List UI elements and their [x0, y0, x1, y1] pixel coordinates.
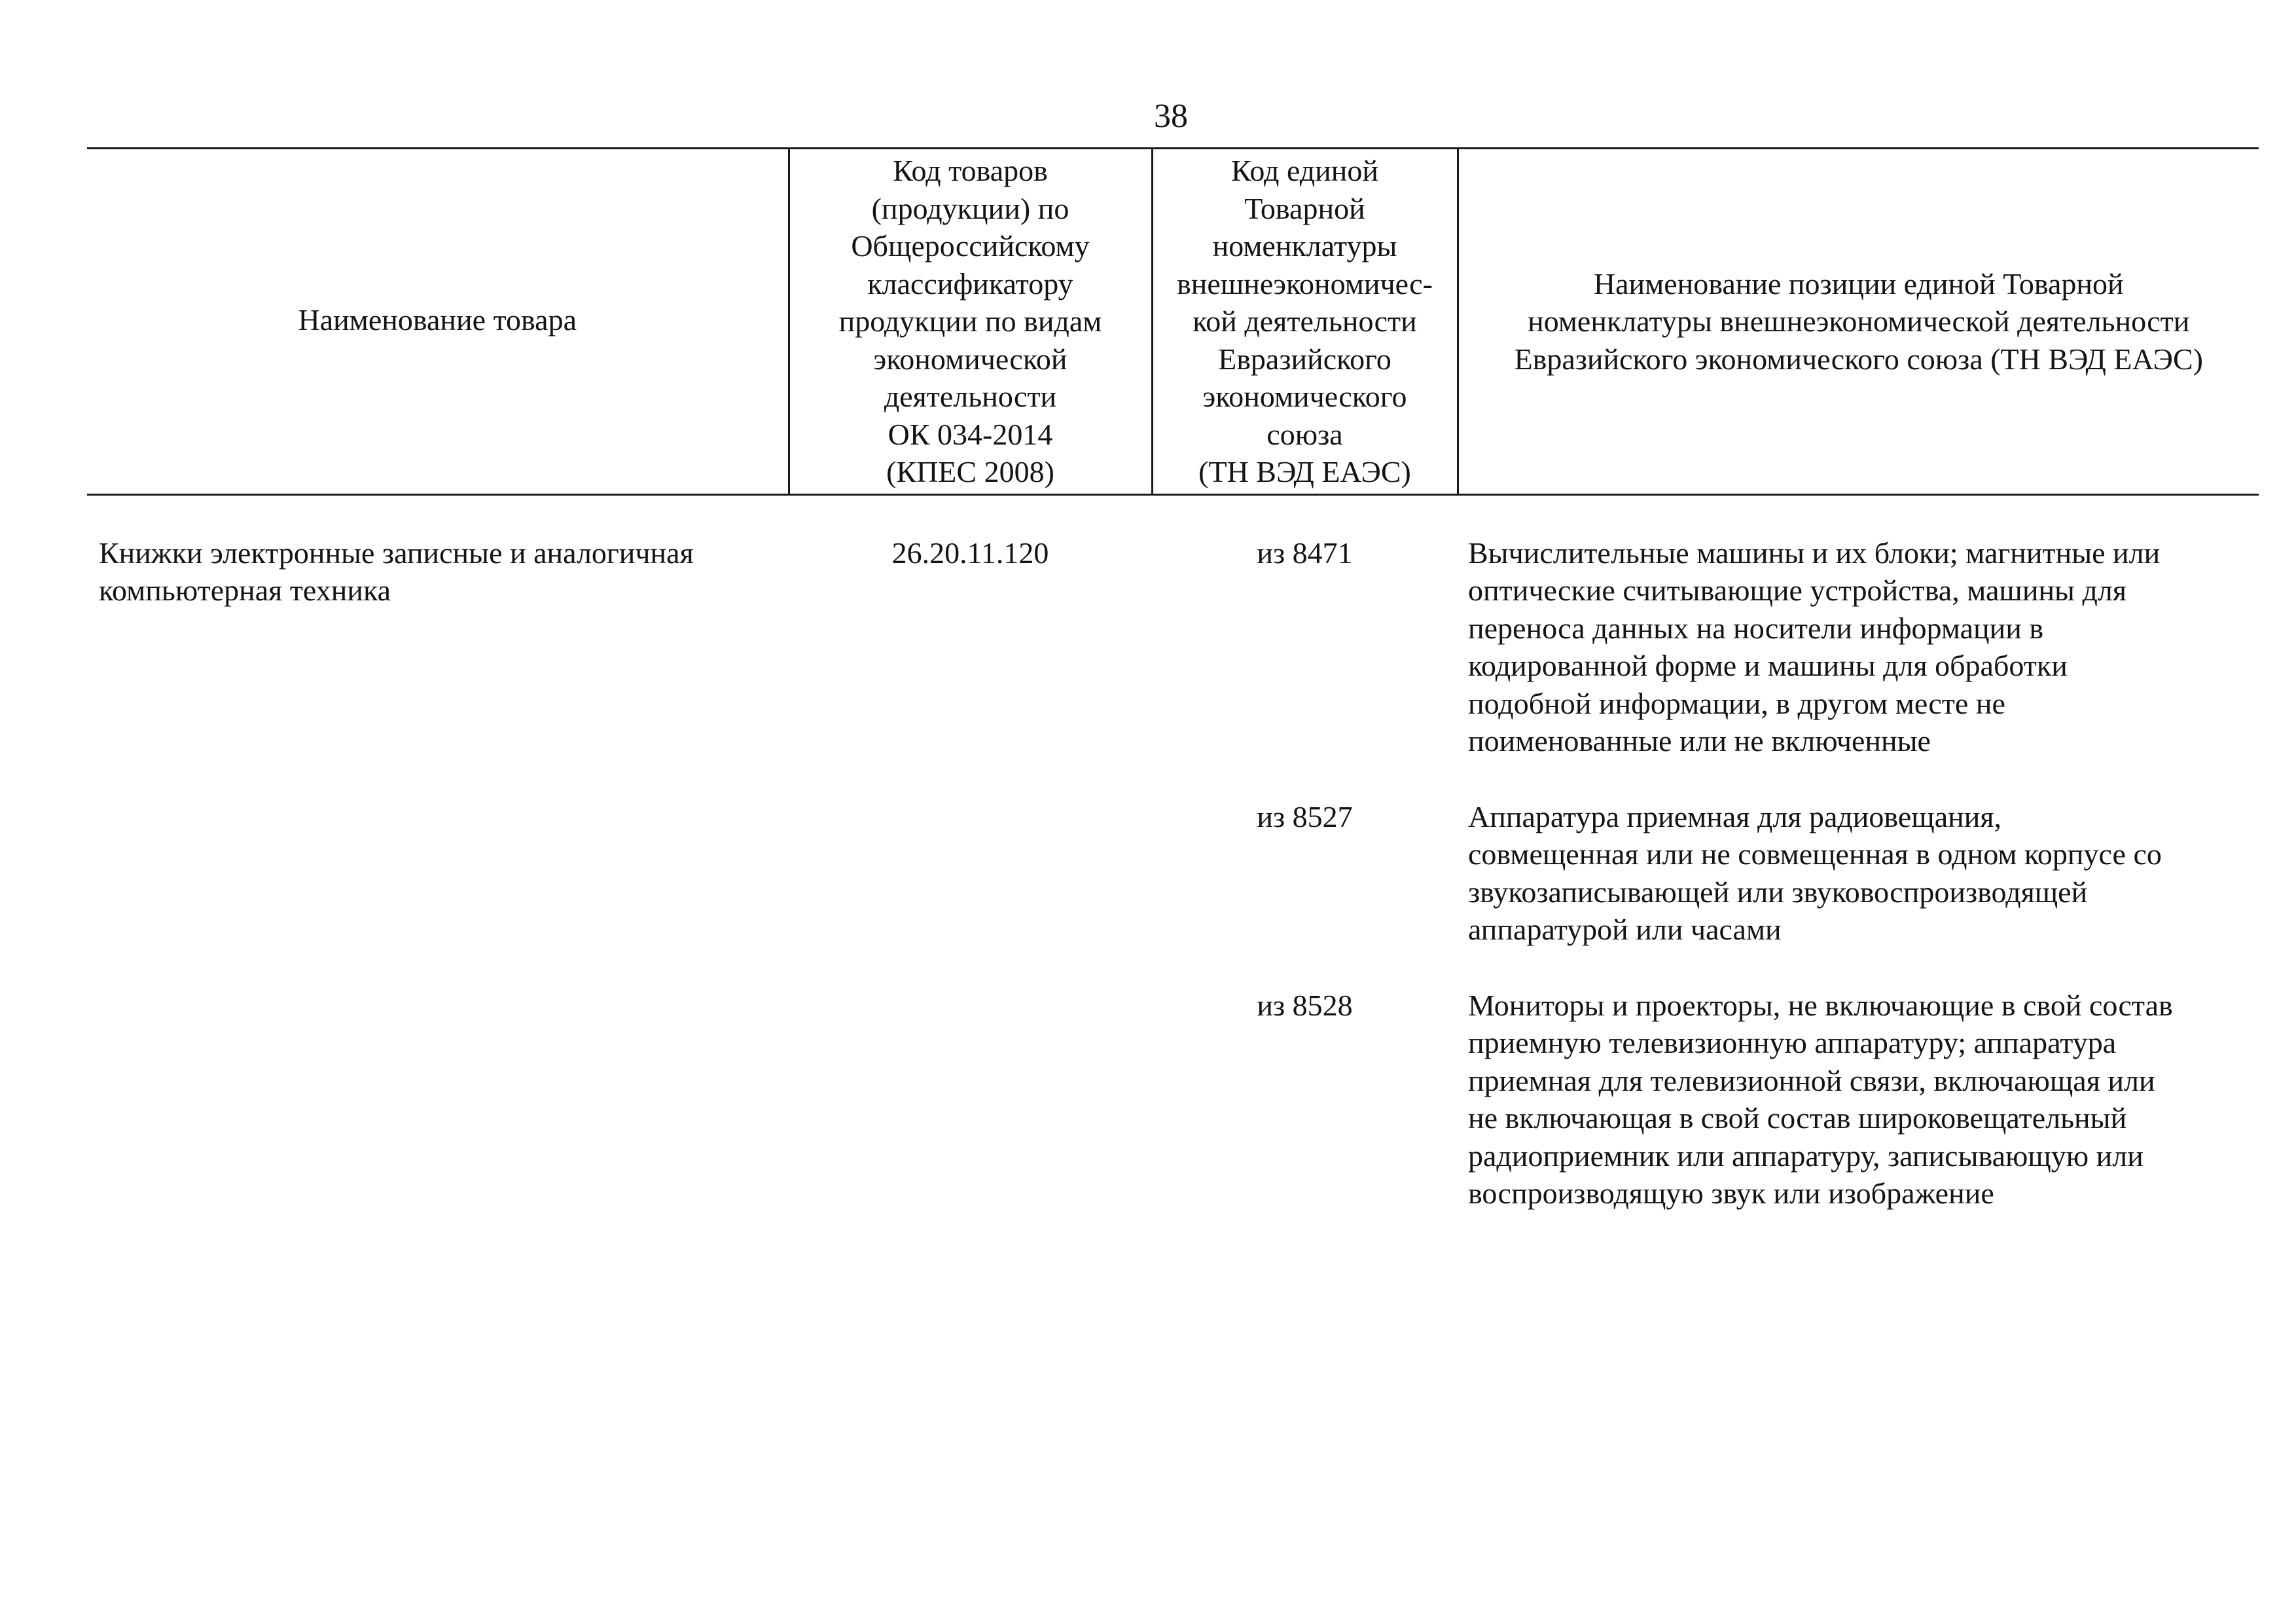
text-line: Код товаров — [893, 154, 1048, 187]
text-line: компьютерная техника — [99, 574, 391, 607]
text-line: радиоприемник или аппаратуру, записывающую или — [1468, 1139, 2144, 1173]
cell-okpd-code — [789, 949, 1152, 1213]
text-line: Аппаратура приемная для радиовещания, — [1468, 799, 2002, 833]
text-line: союза — [1266, 417, 1343, 451]
text-line: аппаратурой или часами — [1468, 913, 1782, 946]
header-product-name: Наименование товара — [87, 149, 789, 495]
text-line: деятельности — [884, 380, 1057, 413]
header-tnved-name — [1458, 149, 2259, 495]
text-line: кой деятельности — [1193, 304, 1417, 338]
cell-tnved-name — [1458, 949, 2259, 1213]
text-line: приемная для телевизионной связи, включающая или — [1468, 1063, 2155, 1097]
text-line: (продукции) по — [871, 191, 1069, 225]
text-line: номенклатуры внешнеэкономической деятельности — [1528, 304, 2190, 338]
cell-product-name — [87, 949, 789, 1213]
table-row — [87, 494, 2259, 760]
text-line: экономического — [1202, 380, 1407, 413]
table-row — [87, 949, 2259, 1213]
text-line: переноса данных на носители информации в — [1468, 611, 2044, 645]
text-line: поименованные или не включенные — [1468, 724, 1931, 757]
text-line: подобной информации, в другом месте не — [1468, 686, 2005, 720]
text-line: классификатору — [867, 266, 1073, 301]
cell-okpd-code — [789, 760, 1152, 949]
text-line: звукозаписывающей или звуковоспроизводящей — [1468, 875, 2088, 909]
cell-tnved-name — [1458, 760, 2259, 949]
page-number: 38 — [1154, 98, 1188, 135]
text-line: Мониторы и проекторы, не включающие в свой состав — [1468, 988, 2173, 1022]
text-line: внешнеэкономичес- — [1177, 266, 1433, 301]
text-line: экономической — [873, 342, 1067, 376]
cell-product-name — [87, 760, 789, 949]
text-line: Общероссийскому — [851, 229, 1090, 263]
text-line: Евразийского экономического союза (ТН ВЭД ЕАЭС) — [1514, 342, 2203, 376]
cell-product-name — [87, 494, 789, 760]
text-line: воспроизводящую звук или изображение — [1468, 1176, 1994, 1210]
table-header-row — [87, 149, 2259, 495]
text-line: Код единой — [1230, 154, 1379, 187]
text-line: (КПЕС 2008) — [886, 455, 1054, 488]
cell-tnved-code: из 8527 — [1257, 799, 1353, 833]
text-line: ОК 034-2014 — [888, 417, 1053, 451]
header-okpd-code — [789, 149, 1152, 495]
text-line: (ТН ВЭД ЕАЭС) — [1198, 455, 1411, 488]
text-line: оптические считывающие устройства, машины для — [1468, 574, 2126, 607]
header-tnved-code — [1152, 149, 1458, 495]
text-line: Евразийского — [1218, 342, 1391, 376]
text-line: Книжки электронные записные и аналогичная — [99, 536, 694, 570]
text-line: продукции по видам — [838, 304, 1102, 338]
text-line: кодированной форме и машины для обработки — [1468, 649, 2068, 682]
goods-table — [87, 147, 2259, 1213]
cell-tnved-code: из 8471 — [1257, 536, 1353, 570]
cell-tnved-name — [1458, 494, 2259, 760]
text-line: приемную телевизионную аппаратуру; аппаратура — [1468, 1026, 2117, 1059]
text-line: не включающая в свой состав широковещательный — [1468, 1101, 2127, 1135]
text-line: номенклатуры — [1212, 229, 1397, 263]
text-line: Наименование позиции единой Товарной — [1593, 266, 2124, 301]
text-line: Товарной — [1244, 191, 1365, 225]
cell-okpd-code: 26.20.11.120 — [891, 536, 1049, 570]
text-line: совмещенная или не совмещенная в одном корпусе со — [1468, 837, 2162, 871]
cell-tnved-code: из 8528 — [1257, 988, 1353, 1022]
text-line: Вычислительные машины и их блоки; магнитные или — [1468, 536, 2161, 570]
table-row — [87, 760, 2259, 949]
